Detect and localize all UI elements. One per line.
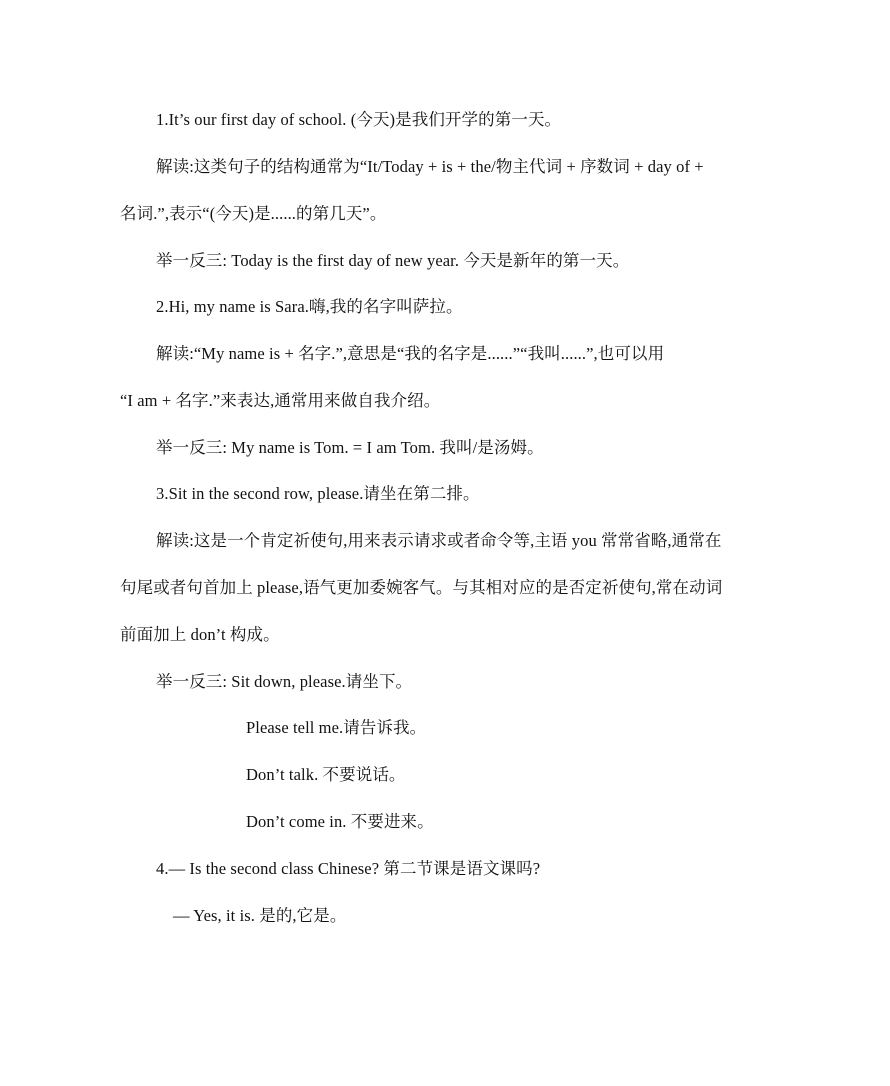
item-4-answer: — Yes, it is. 是的,它是。 [173, 906, 347, 925]
item-2-explanation-line-2: “I am + 名字.”来表达,通常用来做自我介绍。 [120, 391, 441, 410]
item-3-example-4: Don’t come in. 不要进来。 [246, 812, 434, 831]
item-1-explanation-line-1: 解读:这类句子的结构通常为“It/Today + is + the/物主代词 + 序数词 + day of + [156, 157, 704, 176]
item-2-sentence: 2.Hi, my name is Sara.嗨,我的名字叫萨拉。 [156, 297, 463, 316]
item-1-example: 举一反三: Today is the first day of new year. 今天是新年的第一天。 [156, 251, 630, 270]
item-3-explanation-line-3: 前面加上 don’t 构成。 [120, 625, 280, 644]
item-3-example-2: Please tell me.请告诉我。 [246, 718, 427, 737]
item-4-question: 4.— Is the second class Chinese? 第二节课是语文课吗? [156, 859, 541, 878]
item-2-example: 举一反三: My name is Tom. = I am Tom. 我叫/是汤姆。 [156, 438, 544, 457]
item-1-explanation-line-2: 名词.”,表示“(今天)是......的第几天”。 [120, 204, 387, 223]
item-3-example-3: Don’t talk. 不要说话。 [246, 765, 406, 784]
item-3-example-1: 举一反三: Sit down, please.请坐下。 [156, 672, 413, 691]
item-3-explanation-line-2: 句尾或者句首加上 please,语气更加委婉客气。与其相对应的是否定祈使句,常在动词 [120, 578, 723, 597]
item-3-explanation-line-1: 解读:这是一个肯定祈使句,用来表示请求或者命令等,主语 you 常常省略,通常在 [156, 531, 722, 550]
item-1-sentence: 1.It’s our first day of school. (今天)是我们开学的第一天。 [156, 110, 562, 129]
item-2-explanation-line-1: 解读:“My name is + 名字.”,意思是“我的名字是......”“我叫......”,也可以用 [156, 344, 665, 363]
item-3-sentence: 3.Sit in the second row, please.请坐在第二排。 [156, 484, 480, 503]
